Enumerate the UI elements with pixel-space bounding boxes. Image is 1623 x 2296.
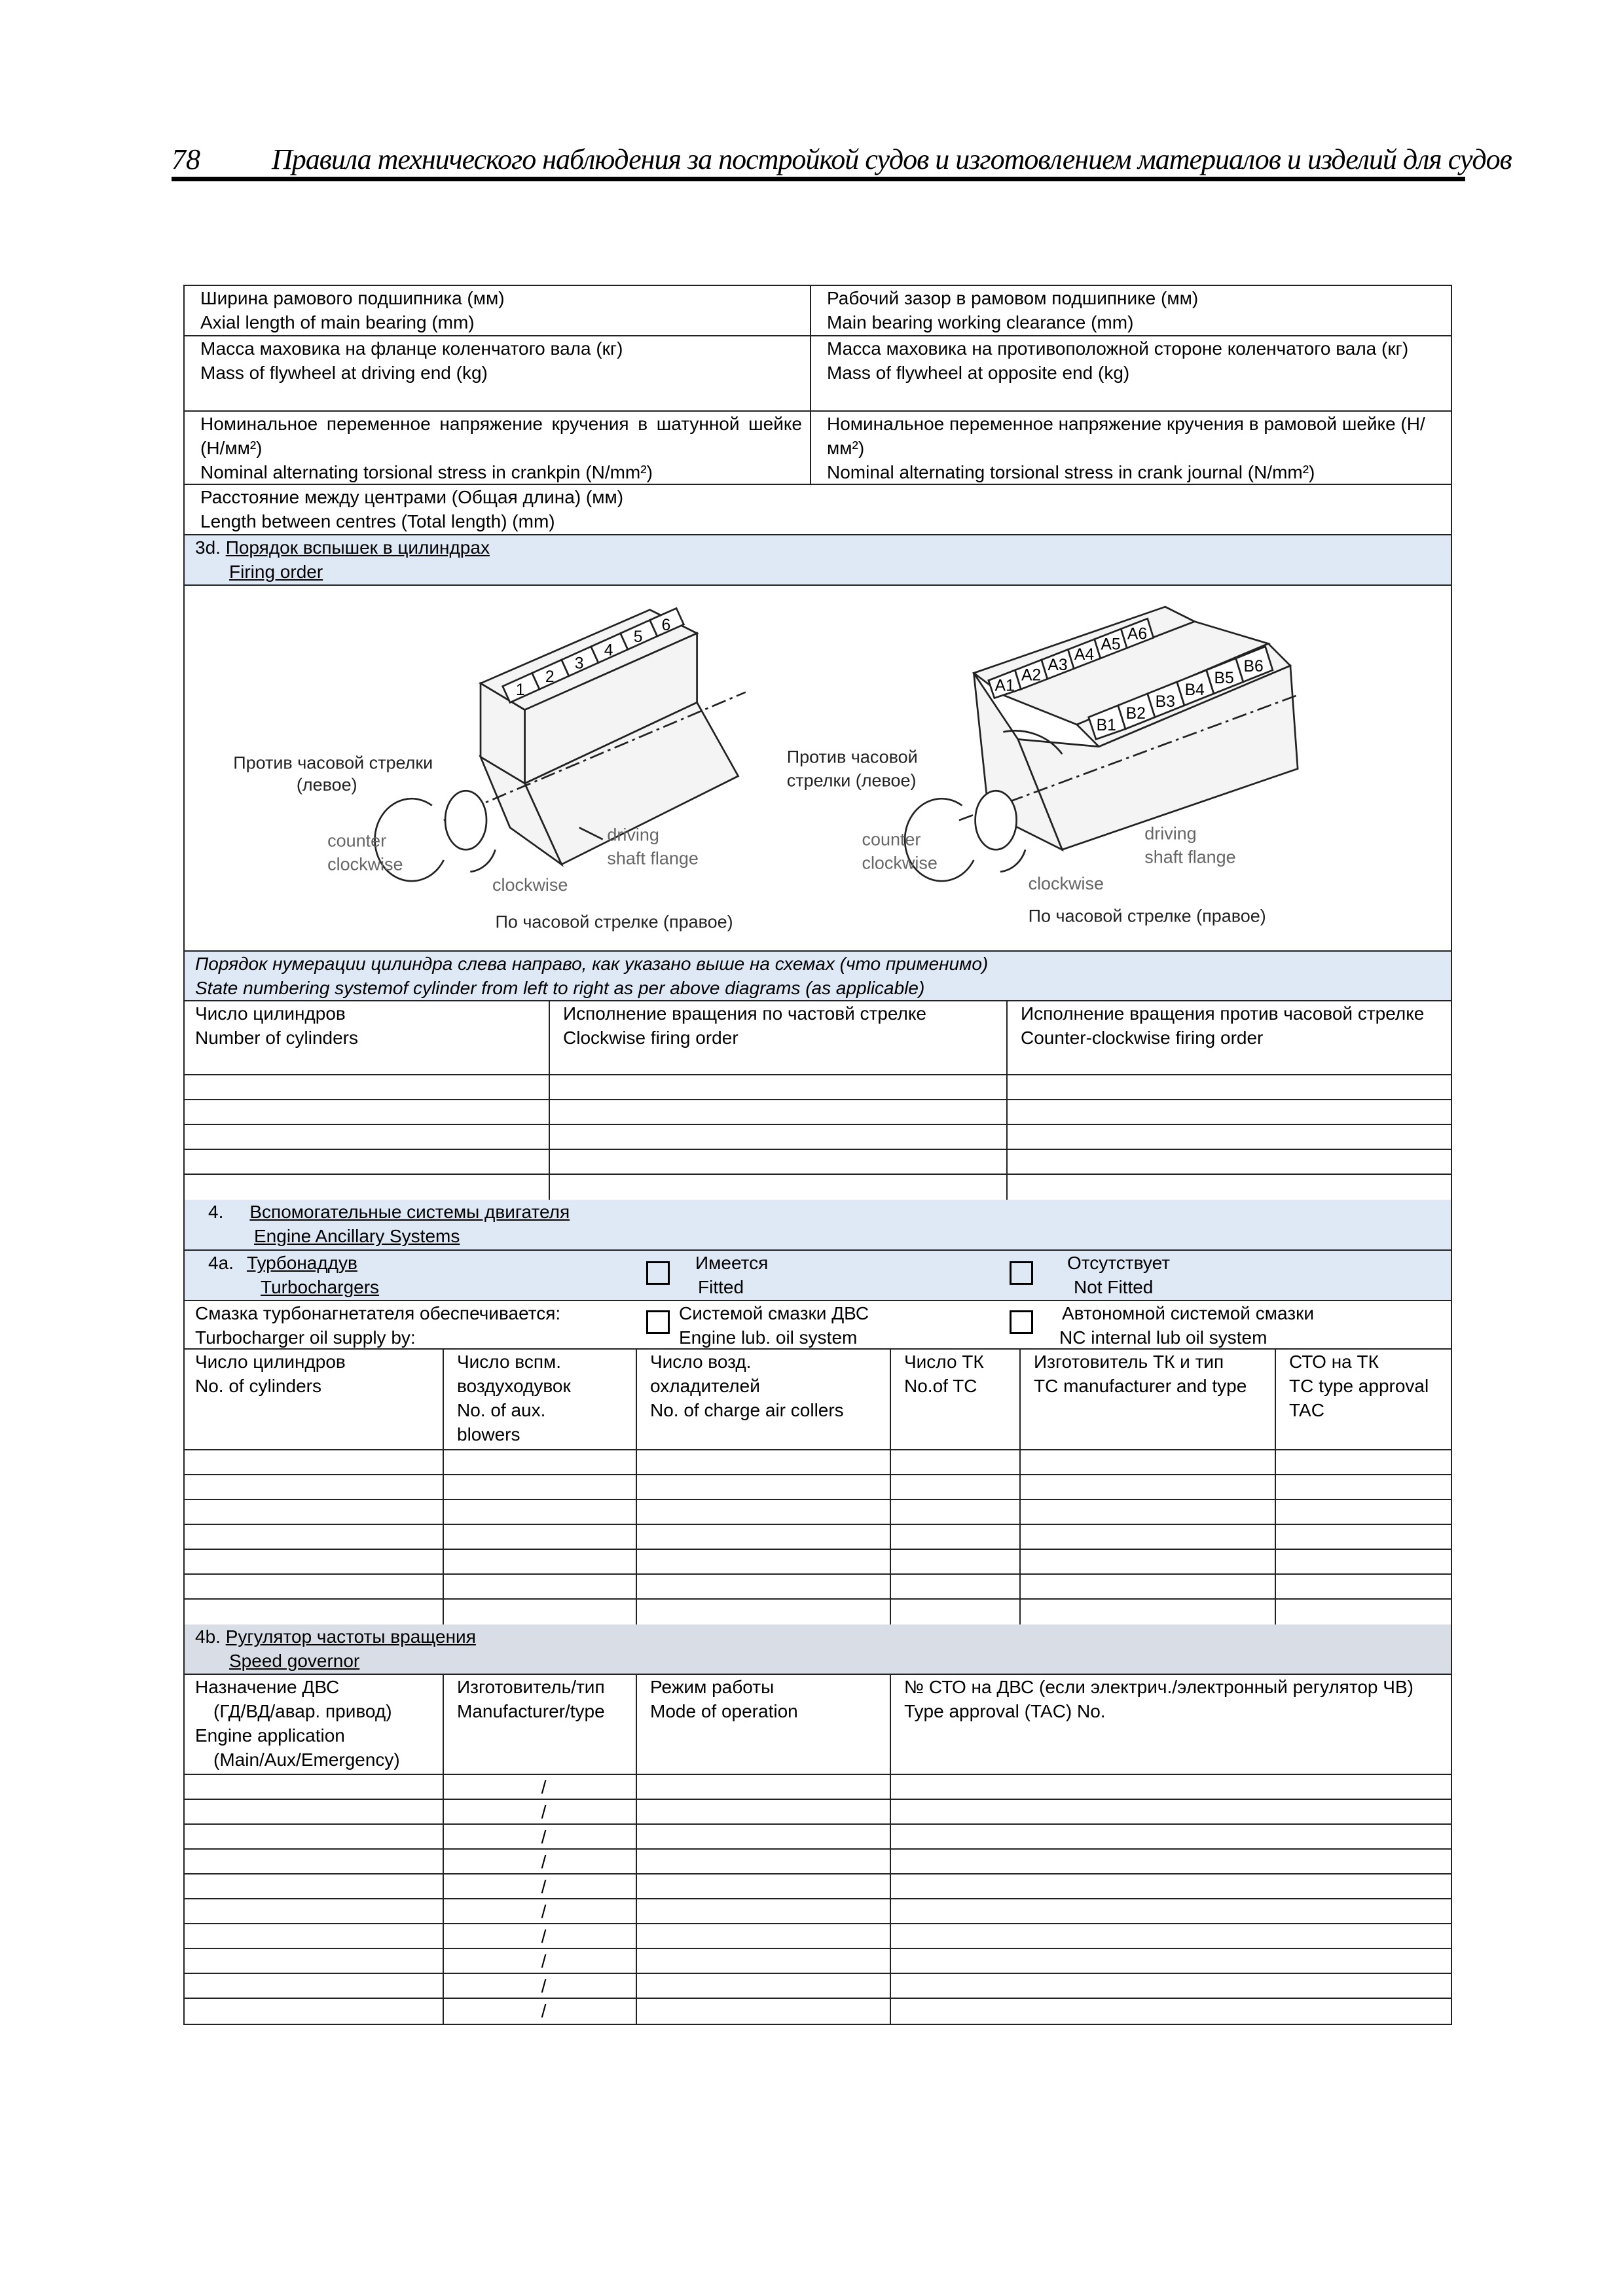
header-line: (Main/Aux/Emergency) [213, 1749, 400, 1770]
governor-cell[interactable] [890, 1850, 1451, 1873]
tc-cell[interactable] [443, 1500, 636, 1524]
label: Nominal alternating torsional stress in crankpin (N/mm²) [200, 462, 653, 482]
firing-row [185, 1150, 1451, 1175]
label: Масса маховика на фланце коленчатого вала (кг) [200, 338, 623, 359]
governor-cell[interactable] [636, 1775, 890, 1799]
tc-row [185, 1475, 1451, 1500]
header-line: Число цилиндров [195, 1352, 346, 1372]
cyl-label: B5 [1214, 670, 1234, 688]
governor-cell[interactable] [185, 1974, 443, 1998]
option-label: NC internal lub oil system [1059, 1327, 1267, 1348]
column-header [185, 1675, 443, 1774]
column-header [443, 1350, 636, 1449]
option-not-fitted[interactable] [1010, 1251, 1451, 1300]
cyl-label: B4 [1184, 681, 1205, 700]
governor-cell[interactable]: / [443, 1949, 636, 1973]
tc-cell[interactable] [636, 1575, 890, 1598]
firing-cell[interactable] [1006, 1150, 1451, 1174]
cw-ru-label: По часовой стрелке (правое) [1028, 906, 1266, 926]
governor-cell[interactable] [636, 1850, 890, 1873]
label: Main bearing working clearance (mm) [827, 312, 1134, 332]
governor-cell[interactable]: / [443, 1974, 636, 1998]
tc-cell[interactable] [443, 1475, 636, 1499]
label: Length between centres (Total length) (mm) [200, 511, 555, 531]
header-en: Number of cylinders [195, 1028, 358, 1048]
tc-cell[interactable] [1019, 1500, 1275, 1524]
header-line: Изготовитель/тип [457, 1677, 605, 1697]
tc-cell[interactable] [890, 1575, 1019, 1598]
section-4-header [185, 1200, 1451, 1251]
column-header [185, 1350, 443, 1449]
tc-cell[interactable] [443, 1450, 636, 1474]
firing-cell[interactable] [549, 1125, 1006, 1149]
governor-row [185, 1800, 1451, 1825]
governor-cell[interactable] [890, 1825, 1451, 1848]
firing-row [185, 1100, 1451, 1125]
tc-cell[interactable] [185, 1550, 443, 1573]
header-line: No. of charge air collers [650, 1400, 844, 1420]
counter-label: counter [862, 829, 921, 850]
cyl-label: 6 [661, 617, 671, 635]
section-number: 3d. [195, 537, 221, 558]
cyl-label: A4 [1074, 646, 1095, 664]
option-label: Имеется [695, 1253, 769, 1273]
governor-cell[interactable] [185, 1850, 443, 1873]
cyl-label: B6 [1243, 658, 1264, 676]
firing-cell[interactable] [1006, 1125, 1451, 1149]
running-title: Правила технического наблюдения за постройкой судов и изготовлением материалов и изделий для судов [272, 143, 1512, 175]
tc-cell[interactable] [185, 1575, 443, 1598]
internal-lub-checkbox[interactable] [1010, 1310, 1033, 1334]
header-line: TAC [1289, 1400, 1324, 1420]
tc-cell[interactable] [636, 1550, 890, 1573]
label: Рабочий зазор в рамовом подшипнике (мм) [827, 288, 1199, 308]
header-line: Назначение ДВС [195, 1677, 340, 1697]
option-label: Отсутствует [1067, 1253, 1171, 1273]
section-title-ru: Ругулятор частоты вращения [225, 1626, 476, 1647]
firing-order-diagram [185, 586, 1451, 952]
column-header [636, 1350, 890, 1449]
tc-cell[interactable] [636, 1600, 890, 1624]
engine-lub-checkbox[interactable] [646, 1310, 670, 1334]
firing-row [185, 1075, 1451, 1100]
tc-cell[interactable] [443, 1525, 636, 1549]
header-line: (ГД/ВД/авар. привод) [213, 1701, 392, 1721]
section-3d-header [185, 535, 1451, 586]
inline-engine-drawing [375, 608, 746, 881]
header-line: TC manufacturer and type [1034, 1376, 1247, 1396]
governor-cell[interactable] [890, 1974, 1451, 1998]
governor-row [185, 1899, 1451, 1924]
driving-label: shaft flange [607, 848, 699, 869]
governor-cell[interactable] [185, 1825, 443, 1848]
tc-cell[interactable] [636, 1450, 890, 1474]
option-internal-lub[interactable] [1010, 1301, 1451, 1348]
tc-cell[interactable] [185, 1525, 443, 1549]
cyl-label: 3 [574, 655, 584, 673]
tc-row [185, 1600, 1451, 1624]
tc-cell[interactable] [1275, 1600, 1451, 1624]
firing-cell[interactable] [549, 1100, 1006, 1124]
option-label: Engine lub. oil system [679, 1327, 858, 1348]
governor-row [185, 1775, 1451, 1800]
header-line: Число вспм. [457, 1352, 562, 1372]
firing-cell[interactable] [549, 1150, 1006, 1174]
governor-row [185, 1924, 1451, 1949]
governor-cell[interactable] [636, 1999, 890, 2024]
firing-cell[interactable] [185, 1175, 549, 1200]
governor-cell[interactable] [890, 1775, 1451, 1799]
cyl-label: A3 [1048, 656, 1068, 674]
header-line: охладителей [650, 1376, 760, 1396]
tc-cell[interactable] [1019, 1550, 1275, 1573]
header-line: Type approval (TAC) No. [904, 1701, 1106, 1721]
governor-cell[interactable] [636, 1924, 890, 1948]
cyl-label: A1 [994, 677, 1015, 695]
option-engine-lub[interactable] [646, 1301, 1010, 1348]
cyl-label: B1 [1096, 717, 1116, 735]
tc-cell[interactable] [185, 1475, 443, 1499]
governor-cell[interactable] [185, 1874, 443, 1898]
tc-cell[interactable] [890, 1550, 1019, 1573]
governor-cell[interactable] [636, 1874, 890, 1898]
tc-cell[interactable] [185, 1450, 443, 1474]
option-label: Not Fitted [1074, 1277, 1154, 1297]
row-flywheel [185, 336, 1451, 412]
firing-cell[interactable] [1006, 1075, 1451, 1099]
tc-cell[interactable] [1275, 1525, 1451, 1549]
tc-cell[interactable] [1019, 1475, 1275, 1499]
governor-cell[interactable] [636, 1974, 890, 1998]
governor-cell[interactable] [185, 1999, 443, 2024]
governor-cell[interactable]: / [443, 1800, 636, 1823]
header-ru: Исполнение вращения против часовой стрелке [1021, 1003, 1425, 1024]
header-line: Manufacturer/type [457, 1701, 605, 1721]
label: Nominal alternating torsional stress in crank journal (N/mm²) [827, 462, 1315, 482]
header-ru: Исполнение вращения по частовй стрелке [563, 1003, 926, 1024]
section-title-en: Firing order [229, 562, 323, 582]
label: Ширина рамового подшипника (мм) [200, 288, 505, 308]
firing-cell[interactable] [1006, 1175, 1451, 1200]
governor-cell[interactable] [185, 1800, 443, 1823]
governor-cell[interactable] [890, 1999, 1451, 2024]
firing-table-header [185, 1001, 1451, 1075]
engine-form-table [183, 285, 1452, 2025]
header-line: Число возд. [650, 1352, 752, 1372]
governor-row [185, 1874, 1451, 1899]
header-line: Режим работы [650, 1677, 775, 1697]
section-title-en: Speed governor [229, 1651, 360, 1671]
tc-cell[interactable] [890, 1500, 1019, 1524]
header-line: воздуходувок [457, 1376, 571, 1396]
tc-row [185, 1575, 1451, 1600]
section-title-en: Turbochargers [261, 1277, 380, 1297]
header-line: Изготовитель ТК и тип [1034, 1352, 1224, 1372]
header-en: Clockwise firing order [563, 1028, 739, 1048]
firing-cell[interactable] [185, 1150, 549, 1174]
section-title-ru: Вспомогательные системы двигателя [249, 1202, 570, 1222]
ccw-ru-label: стрелки (левое) [786, 770, 917, 791]
ccw-ru-label: (левое) [296, 775, 357, 795]
governor-cell[interactable]: / [443, 1775, 636, 1799]
governor-cell[interactable] [185, 1899, 443, 1923]
fitted-checkbox[interactable] [646, 1261, 670, 1285]
label: Номинальное переменное напряжение кручения в рамовой шейке (Н/мм²) [827, 414, 1425, 458]
page-number: 78 [172, 143, 200, 175]
tc-cell[interactable] [1275, 1575, 1451, 1598]
header-line: No. of cylinders [195, 1376, 321, 1396]
label: Turbocharger oil supply by: [195, 1327, 416, 1348]
governor-cell[interactable] [636, 1800, 890, 1823]
column-header [636, 1675, 890, 1774]
firing-cell[interactable] [185, 1125, 549, 1149]
counter-label: counter [327, 831, 387, 851]
tc-row [185, 1550, 1451, 1575]
tc-cell[interactable] [1019, 1575, 1275, 1598]
governor-row [185, 1949, 1451, 1974]
driving-label: driving [1144, 823, 1197, 844]
header-line: Engine application [195, 1725, 345, 1746]
section-title-en: Engine Ancillary Systems [254, 1226, 460, 1246]
ccw-ru-label: Против часовой стрелки [233, 753, 433, 773]
tc-cell[interactable] [1019, 1450, 1275, 1474]
cyl-label: A5 [1101, 636, 1121, 654]
cyl-label: 4 [604, 641, 613, 660]
header-line: № СТО на ДВС (если электрич./электронный регулятор ЧВ) [904, 1677, 1413, 1697]
governor-cell[interactable]: / [443, 1825, 636, 1848]
column-header [443, 1675, 636, 1774]
governor-table-header [185, 1675, 1451, 1775]
governor-row [185, 1825, 1451, 1850]
label: Расстояние между центрами (Общая длина) (мм) [200, 487, 624, 507]
header-line: СТО на ТК [1289, 1352, 1379, 1372]
governor-cell[interactable]: / [443, 1999, 636, 2024]
row-main-bearing [185, 286, 1451, 336]
governor-cell[interactable] [636, 1899, 890, 1923]
governor-cell[interactable] [890, 1874, 1451, 1898]
tc-cell[interactable] [1019, 1600, 1275, 1624]
tc-table-header [185, 1350, 1451, 1450]
governor-cell[interactable]: / [443, 1850, 636, 1873]
governor-cell[interactable]: / [443, 1874, 636, 1898]
governor-row [185, 1974, 1451, 1999]
header-line: Mode of operation [650, 1701, 798, 1721]
tc-row [185, 1450, 1451, 1475]
clockwise-label: clockwise [1028, 873, 1104, 893]
row-torsional-stress [185, 412, 1451, 485]
governor-cell[interactable] [890, 1899, 1451, 1923]
tc-row [185, 1500, 1451, 1525]
counter-label: clockwise [862, 853, 938, 873]
section-title-ru: Порядок вспышек в цилиндрах [225, 537, 490, 558]
column-header [890, 1675, 1451, 1774]
column-header [1019, 1350, 1275, 1449]
header-line: blowers [457, 1424, 520, 1444]
cyl-label: 1 [515, 681, 525, 700]
tc-cell[interactable] [443, 1575, 636, 1598]
counter-label: clockwise [327, 854, 403, 874]
tc-cell[interactable] [636, 1525, 890, 1549]
note-en: State numbering systemof cylinder from left to right as per above diagrams (as applicable) [195, 978, 925, 998]
header-en: Counter-clockwise firing order [1021, 1028, 1264, 1048]
firing-row [185, 1175, 1451, 1200]
tc-cell[interactable] [443, 1600, 636, 1624]
tc-cell[interactable] [1275, 1450, 1451, 1474]
tc-cell[interactable] [1275, 1500, 1451, 1524]
header-line: No. of aux. [457, 1400, 546, 1420]
tc-cell[interactable] [1019, 1525, 1275, 1549]
cyl-label: B3 [1155, 693, 1175, 711]
tc-cell[interactable] [636, 1475, 890, 1499]
not-fitted-checkbox[interactable] [1010, 1261, 1033, 1285]
tc-cell[interactable] [890, 1475, 1019, 1499]
driving-label: shaft flange [1144, 847, 1236, 867]
cyl-label: B2 [1125, 705, 1146, 723]
cyl-label: A2 [1021, 666, 1042, 685]
tc-row [185, 1525, 1451, 1550]
header-rule [172, 177, 1465, 181]
governor-cell[interactable] [890, 1949, 1451, 1973]
governor-cell[interactable] [636, 1825, 890, 1848]
option-label: Автономной системой смазки [1062, 1303, 1314, 1323]
governor-cell[interactable] [185, 1949, 443, 1973]
clockwise-label: clockwise [492, 875, 568, 895]
tc-cell[interactable] [890, 1600, 1019, 1624]
label: Mass of flywheel at driving end (kg) [200, 363, 488, 383]
governor-cell[interactable] [890, 1924, 1451, 1948]
option-label: Системой смазки ДВС [679, 1303, 869, 1323]
header-ru: Число цилиндров [195, 1003, 346, 1024]
section-number: 4a. [208, 1253, 234, 1273]
row-length-between-centres [185, 485, 1451, 535]
governor-cell[interactable] [890, 1800, 1451, 1823]
ccw-ru-label: Против часовой [786, 747, 918, 767]
note-ru: Порядок нумерации цилиндра слева направо, как указано выше на схемах (что применимо) [195, 954, 989, 974]
option-fitted[interactable] [646, 1251, 1010, 1300]
numbering-note [185, 952, 1451, 1001]
option-label: Fitted [698, 1277, 744, 1297]
cyl-label: 2 [545, 668, 555, 686]
section-number: 4. [208, 1202, 224, 1222]
tc-cell[interactable] [890, 1450, 1019, 1474]
cyl-label: 5 [633, 628, 643, 647]
governor-cell[interactable]: / [443, 1899, 636, 1923]
section-title-ru: Турбонаддув [246, 1253, 357, 1273]
tc-cell[interactable] [890, 1525, 1019, 1549]
column-header [890, 1350, 1019, 1449]
tc-cell[interactable] [185, 1500, 443, 1524]
section-4a-turbochargers [185, 1251, 1451, 1301]
label: Смазка турбонагнетателя обеспечивается: [195, 1303, 561, 1323]
governor-row [185, 1850, 1451, 1874]
tc-cell[interactable] [1275, 1475, 1451, 1499]
governor-cell[interactable]: / [443, 1924, 636, 1948]
label: Номинальное переменное напряжение кручения в шатунной шейке (Н/мм²) [200, 414, 802, 458]
firing-row [185, 1125, 1451, 1150]
governor-row [185, 1999, 1451, 2024]
firing-cell[interactable] [1006, 1100, 1451, 1124]
governor-cell[interactable] [185, 1924, 443, 1948]
label: Масса маховика на противоположной стороне коленчатого вала (кг) [827, 338, 1409, 359]
firing-cell[interactable] [185, 1075, 549, 1099]
column-header [1275, 1350, 1451, 1449]
label: Axial length of main bearing (mm) [200, 312, 475, 332]
tc-cell[interactable] [1275, 1550, 1451, 1573]
engine-diagrams [185, 586, 1451, 952]
tc-cell[interactable] [185, 1600, 443, 1624]
header-line: Число ТК [904, 1352, 984, 1372]
governor-cell[interactable] [636, 1949, 890, 1973]
cyl-label: A6 [1127, 625, 1148, 643]
tc-cell[interactable] [443, 1550, 636, 1573]
cw-ru-label: По часовой стрелке (правое) [495, 912, 733, 932]
label: Mass of flywheel at opposite end (kg) [827, 363, 1130, 383]
governor-cell[interactable] [185, 1775, 443, 1799]
section-number: 4b. [195, 1626, 221, 1647]
firing-cell[interactable] [185, 1100, 549, 1124]
firing-cell[interactable] [549, 1075, 1006, 1099]
header-line: No.of TC [904, 1376, 977, 1396]
driving-label: driving [607, 825, 659, 845]
section-4b-header [185, 1624, 1451, 1675]
turbocharger-oil-supply [185, 1301, 1451, 1350]
header-line: TC type approval [1289, 1376, 1429, 1396]
firing-cell[interactable] [549, 1175, 1006, 1200]
tc-cell[interactable] [636, 1500, 890, 1524]
